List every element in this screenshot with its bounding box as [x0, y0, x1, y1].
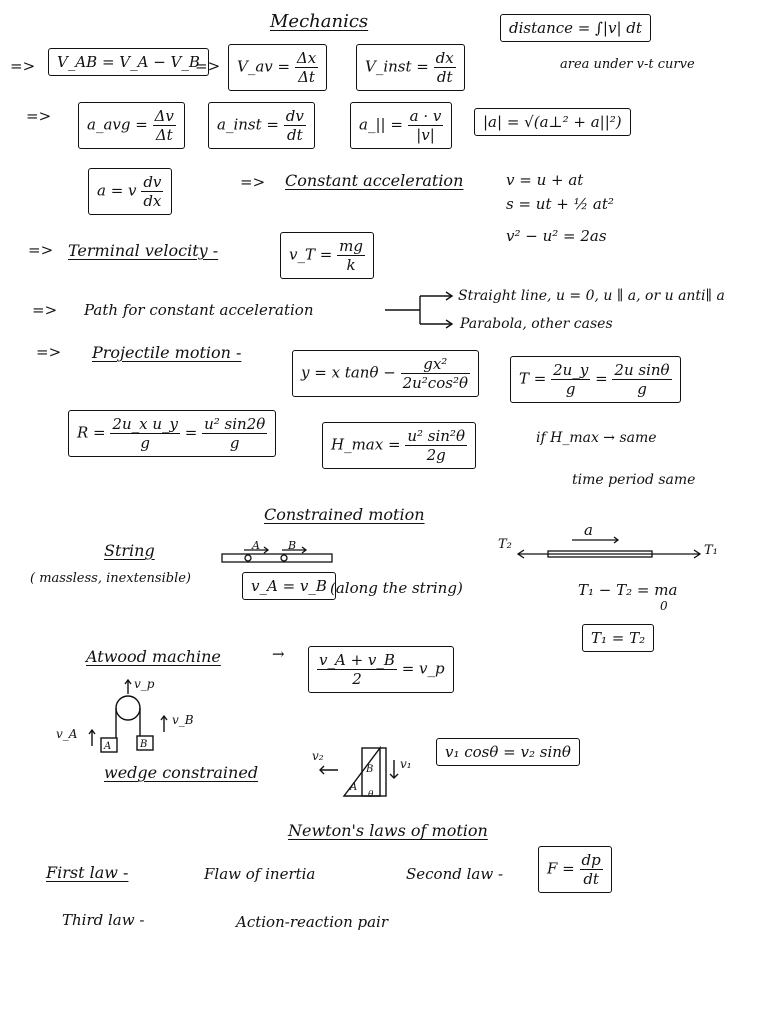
projectile-motion-heading: Projectile motion - — [92, 343, 242, 362]
bullet-marker: => — [32, 301, 58, 319]
acceleration-vdv-formula: a = v $\frac{dv}{dx}$ — [88, 168, 172, 215]
bullet-marker: => — [26, 107, 52, 125]
path-straight-line-case: Straight line, u = 0, u ∥ a, or u anti∥ a — [458, 288, 725, 304]
trajectory-equation: y = x tanθ − $\frac{\text{gx²}}{\text{2u²cos²θ}}$ — [292, 350, 479, 397]
average-velocity-formula: V_av = $\frac{\Delta x}{\Delta t}$ — [228, 44, 327, 91]
rod-label-b: B — [288, 539, 297, 552]
terminal-velocity-heading: Terminal velocity - — [68, 241, 219, 260]
projectile-note-line-2: time period same — [572, 472, 696, 488]
path-parabola-case: Parabola, other cases — [460, 316, 613, 332]
atwood-pulley-diagram — [89, 677, 167, 752]
instantaneous-velocity-formula: V_inst = $\frac{dx}{dt}$ — [356, 44, 465, 91]
tension-left-label: T₂ — [498, 537, 512, 552]
third-law-text: Action-reaction pair — [236, 913, 389, 931]
relative-velocity-formula: V_AB = V_A − V_B — [48, 48, 209, 76]
tension-rope-diagram — [518, 537, 700, 558]
acceleration-magnitude-formula: |a| = √(a⊥² + a||²) — [474, 108, 631, 136]
parallel-acceleration-formula: a_|| = $\frac{a \cdot v}{|v|}$ — [350, 102, 452, 149]
wedge-angle-label: θ — [368, 790, 374, 800]
bullet-marker: => — [195, 57, 221, 75]
kinematic-equation-2: s = ut + ½ at² — [506, 195, 614, 213]
atwood-machine-label: Atwood machine — [86, 647, 221, 666]
terminal-velocity-formula: v_T = $\frac{mg}{k}$ — [280, 232, 374, 279]
projectile-note-line-1: if H_max → same — [536, 430, 657, 446]
second-law-formula: F = $\frac{dp}{dt}$ — [538, 846, 612, 893]
string-constraint-note: (along the string) — [330, 579, 463, 597]
second-law-label: Second law - — [406, 865, 504, 883]
path-constant-acceleration-label: Path for constant acceleration — [84, 301, 314, 319]
third-law-label: Third law - — [62, 911, 145, 929]
distance-note: area under v-t curve — [560, 57, 695, 72]
constant-acceleration-heading: Constant acceleration — [285, 171, 464, 190]
time-of-flight-formula: T = $\frac{2u\_y}{g}$ = $\frac{\text{2u sinθ}}{g}$ — [510, 356, 681, 403]
distance-formula: distance = ∫|v| dt — [500, 14, 651, 42]
string-label: String — [104, 541, 155, 560]
bullet-marker: => — [36, 343, 62, 361]
range-formula: R = $\frac{\text{2u\_x u\_y}}{g}$ = $\frac{\text{u² sin2θ}}{g}$ — [68, 410, 276, 457]
first-law-label: First law - — [46, 863, 129, 882]
string-note: ( massless, inextensible) — [30, 571, 192, 586]
wedge-constrained-label: wedge constrained — [104, 763, 259, 782]
zero-mass-note: 0 — [660, 599, 668, 613]
bullet-marker: => — [28, 241, 54, 259]
path-bracket — [385, 292, 452, 328]
rod-label-a: A — [252, 539, 260, 552]
block-b-velocity-label: v_B — [172, 713, 194, 727]
bullet-marker: => — [10, 57, 36, 75]
wedge-diagram — [320, 748, 398, 796]
string-constraint-formula: v_A = v_B — [242, 572, 336, 600]
wedge-v1-label: v₁ — [400, 757, 412, 771]
pulley-velocity-label: v_p — [134, 677, 155, 691]
atwood-formula: $\frac{v\_A + v\_B}{2}$ = v_p — [308, 646, 454, 693]
equal-tension-formula: T₁ = T₂ — [582, 624, 654, 652]
wedge-v2-label: v₂ — [312, 749, 324, 763]
kinematic-equation-1: v = u + at — [506, 171, 584, 189]
instantaneous-acceleration-formula: a_inst = $\frac{dv}{dt}$ — [208, 102, 315, 149]
block-a-velocity-label: v_A — [56, 727, 78, 741]
wedge-block-b-label: B — [366, 764, 374, 775]
acceleration-label: a — [584, 521, 593, 539]
atwood-arrow: → — [272, 645, 285, 663]
wedge-block-a-label: A — [350, 782, 358, 793]
bullet-marker: => — [240, 173, 266, 191]
tension-difference-formula: T₁ − T₂ = ma — [578, 581, 678, 599]
kinematic-equation-3: v² − u² = 2as — [506, 227, 607, 245]
tension-right-label: T₁ — [704, 543, 718, 558]
constrained-motion-heading: Constrained motion — [264, 505, 425, 524]
block-a-label: A — [104, 741, 112, 752]
string-rod-diagram — [222, 547, 332, 562]
wedge-constraint-formula: v₁ cosθ = v₂ sinθ — [436, 738, 580, 766]
average-acceleration-formula: a_avg = $\frac{\Delta v}{\Delta t}$ — [78, 102, 185, 149]
newton-laws-heading: Newton's laws of motion — [288, 821, 488, 840]
first-law-text: Flaw of inertia — [204, 865, 316, 883]
max-height-formula: H_max = $\frac{\text{u² sin²θ}}{2g}$ — [322, 422, 476, 469]
block-b-label: B — [140, 739, 148, 750]
page-title: Mechanics — [270, 11, 369, 32]
